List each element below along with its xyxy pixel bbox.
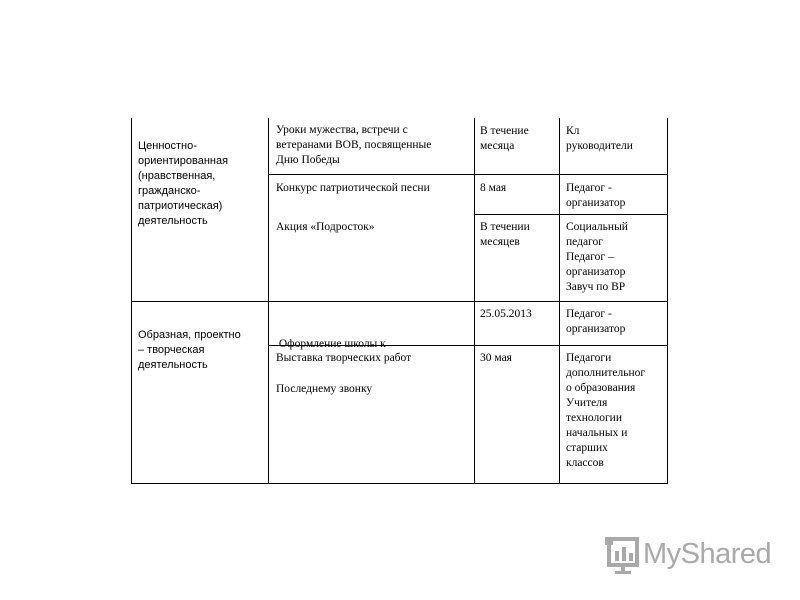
row-1-responsible-line: Кл: [566, 125, 580, 137]
row-2-responsible: [566, 181, 666, 211]
section-2-name-line: – творческая: [138, 344, 205, 356]
row-1-date: [480, 124, 558, 154]
row-1-responsible: [566, 124, 666, 154]
row-3-date-line: В течении: [480, 221, 530, 233]
row-4-date: [480, 307, 558, 322]
row-1-responsible-line: руководители: [566, 140, 633, 152]
row-2-responsible-line: Педагог -: [566, 182, 612, 194]
row-divider-1: [268, 174, 668, 175]
section-1-name: [138, 139, 266, 229]
row-3-event: [276, 220, 472, 235]
section-1-name-line: (нравственная,: [138, 170, 216, 182]
row-2-date: [480, 181, 558, 196]
row-5-responsible: [566, 351, 666, 471]
section-2-name-line: Образная, проектно: [138, 329, 241, 341]
section-divider: [131, 301, 668, 302]
row-3-responsible-line: Завуч по ВР: [566, 281, 626, 293]
row-5-responsible-line: технологии: [566, 412, 622, 424]
row-1-event-line: ветеранами ВОВ, посвященные: [276, 139, 432, 151]
row-1-event-line: Уроки мужества, встречи с: [276, 124, 408, 136]
row-5-responsible-line: начальных и: [566, 427, 628, 439]
row-5-responsible-line: Педагоги: [566, 352, 612, 364]
row-4-responsible: [566, 307, 666, 337]
row-5-responsible-line: дополнительног: [566, 367, 646, 379]
section-1-name-line: патриотическая): [138, 200, 223, 212]
row-3-responsible-line: педагог: [566, 236, 603, 248]
section-1-name-line: гражданско-: [138, 185, 201, 197]
row-1-date-line: В течение: [480, 125, 529, 137]
row-5-event: [276, 351, 472, 366]
row-5-date-line: 30 мая: [480, 352, 512, 364]
row-2-date-line: 8 мая: [480, 182, 507, 194]
row-1-event-line: Дню Победы: [276, 154, 340, 166]
table-border-bottom: [131, 483, 668, 484]
row-4-date-line: 25.05.2013: [480, 308, 532, 320]
row-2-responsible-line: организатор: [566, 197, 626, 209]
row-5-responsible-line: Учителя: [566, 397, 608, 409]
watermark-text: MyShared: [643, 538, 772, 570]
section-1-name-line: ориентированная: [138, 155, 229, 167]
row-3-date-line: месяцев: [480, 236, 520, 248]
row-4-event-line: Оформление школы к: [276, 338, 386, 350]
presentation-board-icon: [603, 535, 641, 577]
section-1-name-line: Ценностно-: [138, 140, 197, 152]
row-divider-2: [474, 214, 668, 215]
section-1-name-line: деятельность: [138, 215, 208, 227]
row-4-responsible-line: Педагог -: [566, 308, 612, 320]
row-5-date: [480, 351, 558, 366]
row-3-responsible: [566, 220, 666, 295]
row-3-date: [480, 220, 558, 250]
row-4-event-line: Последнему звонку: [276, 383, 373, 395]
row-5-responsible-line: о образования: [566, 382, 636, 394]
row-1-event: [276, 123, 472, 168]
row-2-event-line: Конкурс патриотической песни: [276, 182, 430, 194]
row-3-responsible-line: Педагог –: [566, 251, 614, 263]
row-3-responsible-line: организатор: [566, 266, 626, 278]
section-2-name: [138, 328, 266, 373]
row-2-event: [276, 181, 472, 196]
section-2-name-line: деятельность: [138, 359, 208, 371]
row-5-event-line: Выставка творческих работ: [276, 352, 412, 364]
row-5-responsible-line: старших: [566, 442, 608, 454]
row-3-responsible-line: Социальный: [566, 221, 628, 233]
row-5-responsible-line: классов: [566, 457, 604, 469]
row-4-event: [276, 307, 472, 427]
row-1-date-line: месяца: [480, 140, 515, 152]
row-4-responsible-line: организатор: [566, 323, 626, 335]
watermark-logo: [603, 535, 773, 579]
row-3-event-line: Акция «Подросток»: [276, 221, 375, 233]
